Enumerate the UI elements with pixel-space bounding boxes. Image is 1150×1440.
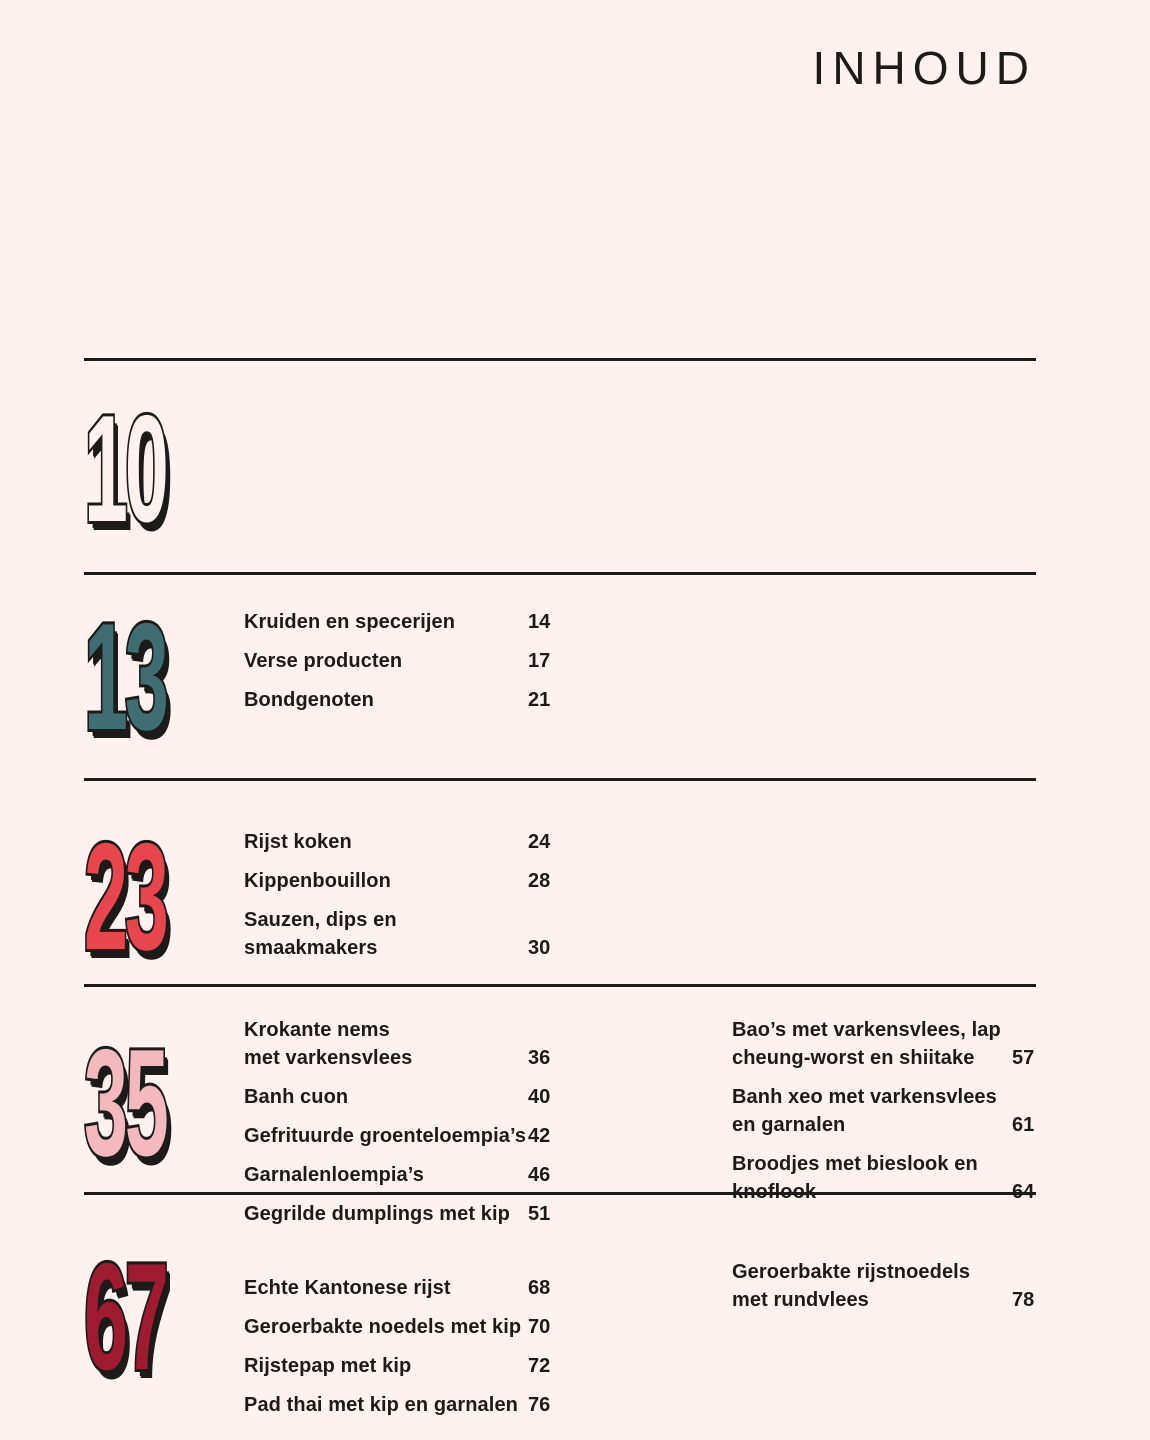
toc-entry[interactable] (244, 1313, 574, 1341)
toc-entry[interactable] (244, 828, 574, 856)
toc-entry[interactable] (244, 1391, 574, 1419)
entry-column-left (244, 608, 574, 714)
toc-entry[interactable] (244, 1122, 574, 1150)
toc-entry-label: Banh xeo met varkensvlees en garnalen (732, 1086, 997, 1136)
toc-entry-page: 24 (528, 831, 551, 853)
entry-column-right (732, 1258, 1062, 1314)
toc-entry-page: 17 (528, 650, 551, 672)
section-number-67[interactable] (84, 1232, 166, 1402)
toc-entry-page: 68 (528, 1277, 551, 1299)
toc-entry-label: Rijstepap met kip (244, 1355, 412, 1377)
toc-entry-label: Krokante nems met varkensvlees (244, 1019, 413, 1069)
toc-entry[interactable] (732, 1150, 1062, 1206)
page-title: INHOUD (812, 42, 1036, 94)
toc-entry-page: 64 (1012, 1181, 1035, 1203)
toc-entry[interactable] (244, 608, 574, 636)
toc-entry-page: 72 (528, 1355, 551, 1377)
toc-entry[interactable] (244, 1200, 574, 1228)
section-divider-3 (84, 778, 1036, 781)
toc-entry-page: 78 (1012, 1289, 1035, 1311)
toc-entry-page: 28 (528, 870, 551, 892)
toc-entry-label: Pad thai met kip en garnalen (244, 1394, 518, 1416)
toc-entry[interactable] (732, 1016, 1062, 1072)
toc-entry-page: 76 (528, 1394, 551, 1416)
toc-entry-label: Geroerbakte rijstnoedels met rundvlees (732, 1261, 971, 1311)
entry-column-left (244, 828, 574, 962)
toc-entry-label: Rijst koken (244, 831, 352, 853)
section-divider-4 (84, 984, 1036, 987)
toc-entry-page: 70 (528, 1316, 551, 1338)
toc-entry-page: 21 (528, 689, 551, 711)
toc-entry-page: 57 (1012, 1047, 1035, 1069)
toc-entry-page: 30 (528, 937, 551, 959)
toc-entry[interactable] (244, 1352, 574, 1380)
toc-entry[interactable] (732, 1083, 1062, 1139)
toc-entry[interactable] (244, 1274, 574, 1302)
toc-entry[interactable] (244, 867, 574, 895)
toc-entry-label: Sauzen, dips en smaakmakers (244, 909, 397, 959)
toc-entry-label: Gefrituurde groenteloempia’s (244, 1125, 527, 1147)
section-number-text: 35 (84, 1018, 166, 1188)
entry-column-left (244, 1274, 574, 1419)
toc-entry[interactable] (244, 1016, 574, 1072)
toc-entry-label: Broodjes met bieslook en knoflook (732, 1153, 978, 1203)
toc-entry[interactable] (244, 906, 574, 962)
toc-entry-page: 36 (528, 1047, 551, 1069)
toc-entry-page: 51 (528, 1203, 551, 1225)
toc-entry[interactable] (732, 1258, 1062, 1314)
toc-entry-label: Banh cuon (244, 1086, 349, 1108)
toc-entry[interactable] (244, 686, 574, 714)
toc-entry[interactable] (244, 1161, 574, 1189)
toc-entry[interactable] (244, 1083, 574, 1111)
section-number-text: 23 (84, 812, 166, 982)
toc-entry-label: Bao’s met varkensvlees, lap cheung-worst en shiitake (732, 1019, 1001, 1069)
toc-entry[interactable] (244, 647, 574, 675)
section-number-text: 10 (84, 384, 166, 554)
section-number-10[interactable] (84, 384, 166, 554)
section-number-13[interactable] (84, 592, 166, 762)
toc-entry-label: Bondgenoten (244, 689, 374, 711)
section-divider-1 (84, 358, 1036, 361)
section-number-35[interactable] (84, 1018, 166, 1188)
section-divider-2 (84, 572, 1036, 575)
toc-entry-page: 42 (528, 1125, 551, 1147)
toc-entry-page: 46 (528, 1164, 551, 1186)
toc-entry-page: 14 (528, 611, 551, 633)
toc-entry-label: Garnalenloempia’s (244, 1164, 424, 1186)
toc-entry-label: Kippenbouillon (244, 870, 391, 892)
section-number-23[interactable] (84, 812, 166, 982)
section-number-text: 67 (84, 1232, 166, 1402)
toc-entry-label: Kruiden en specerijen (244, 611, 456, 633)
toc-entry-page: 40 (528, 1086, 551, 1108)
toc-entry-label: Gegrilde dumplings met kip (244, 1203, 510, 1225)
entry-column-right (732, 1016, 1062, 1206)
section-number-text: 13 (84, 592, 166, 762)
entry-column-left (244, 1016, 574, 1228)
toc-entry-label: Geroerbakte noedels met kip (244, 1316, 522, 1338)
toc-entry-page: 61 (1012, 1114, 1035, 1136)
toc-entry-label: Echte Kantonese rijst (244, 1277, 451, 1299)
toc-entry-label: Verse producten (244, 650, 403, 672)
